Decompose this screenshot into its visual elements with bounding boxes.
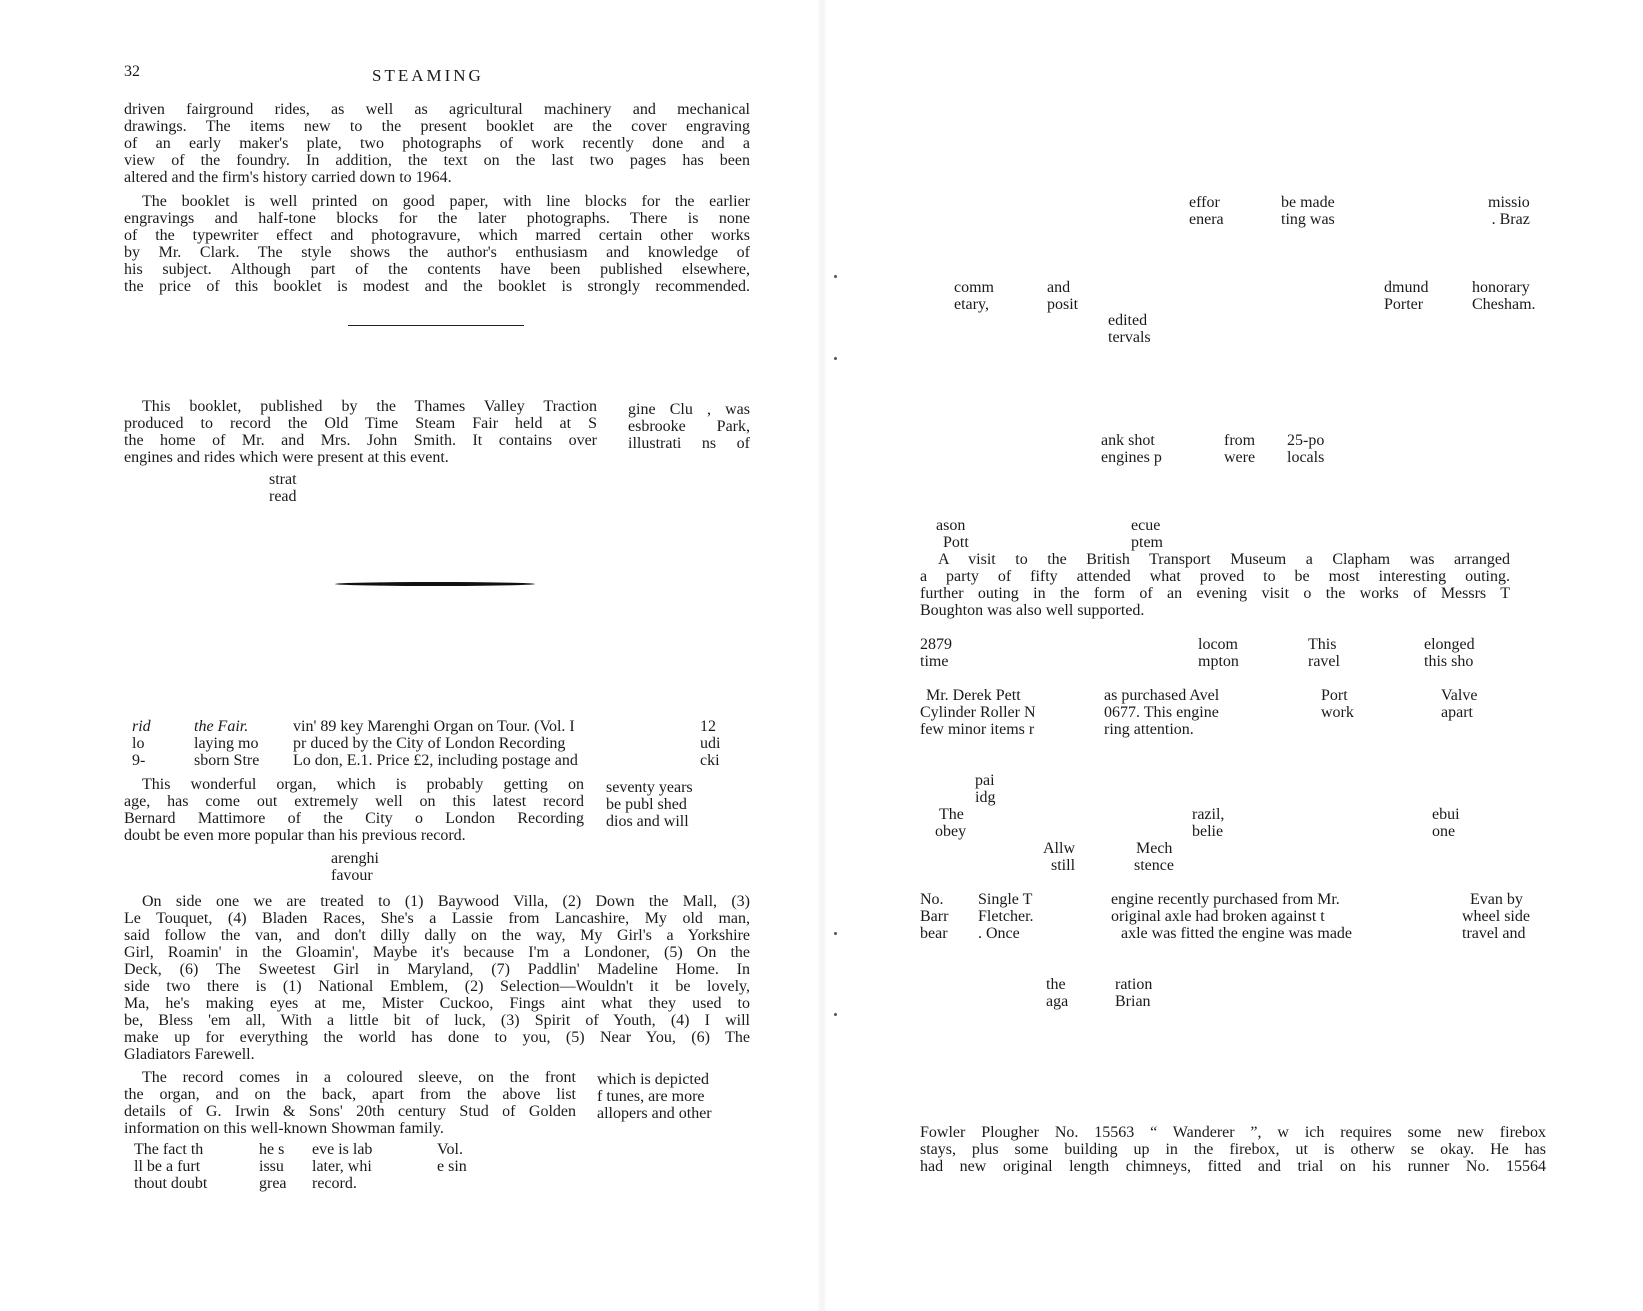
text-line: information on this well-known Showman family. — [124, 1120, 444, 1137]
text-line: ration — [1115, 976, 1153, 993]
text-line: Brian — [1115, 993, 1151, 1010]
text-line: stays, plus some building up in the firebox, ut is otherw se okay. He has — [920, 1141, 1546, 1158]
text-fragment — [1189, 194, 1224, 228]
text-fragment — [1424, 636, 1475, 670]
text-line: still — [1051, 857, 1076, 874]
text-line: missio — [1488, 194, 1530, 211]
text-fragment — [331, 850, 379, 884]
text-line: locals — [1287, 449, 1325, 466]
scan-speck — [834, 932, 837, 935]
text-fragment — [1472, 279, 1536, 313]
paragraph-4-right — [606, 779, 693, 830]
text-line: engines p — [1101, 449, 1162, 466]
text-line: record. — [312, 1175, 357, 1192]
text-line: driven fairground rides, as well as agricultural machinery and mechanical — [124, 101, 750, 118]
text-line: laying mo — [194, 735, 259, 752]
text-line: razil, — [1192, 806, 1225, 823]
text-fragment — [1432, 806, 1460, 840]
text-line: read — [269, 488, 297, 505]
text-line: issu — [259, 1158, 284, 1175]
text-line: further outing in the form of an evening visit o the works of Messrs T — [920, 585, 1510, 602]
text-line: thout doubt — [134, 1175, 208, 1192]
text-fragment — [134, 1141, 207, 1192]
ornamental-divider — [335, 582, 535, 586]
text-line: The record comes in a coloured sleeve, on the front — [142, 1069, 576, 1086]
text-line: . Once — [978, 925, 1020, 942]
text-fragment — [437, 1141, 467, 1175]
text-line: engine recently purchased from Mr. — [1111, 891, 1340, 908]
text-fragment — [1224, 432, 1255, 466]
text-line: few minor items r — [920, 721, 1035, 738]
text-line: a party of fifty attended what proved to be most interesting outing. — [920, 568, 1510, 585]
text-line: Chesham. — [1472, 296, 1536, 313]
text-line: Barr — [920, 908, 949, 925]
text-line: strat — [269, 471, 297, 488]
text-fragment — [1441, 687, 1477, 721]
text-fragment — [1101, 432, 1162, 466]
text-line: make up for everything the world has done to you, (5) Near You, (6) The — [124, 1029, 750, 1046]
text-line: Mr. Derek Pett — [926, 687, 1021, 704]
paragraph-7 — [920, 551, 1510, 619]
text-line: Valve — [1441, 687, 1478, 704]
text-line: Port — [1321, 687, 1348, 704]
text-line: altered and the firm's history carried down to 1964. — [124, 169, 452, 186]
text-line: of an early maker's plate, two photographs of work recently done and a — [124, 135, 750, 152]
text-line: 25-po — [1287, 432, 1325, 449]
text-fragment — [1192, 806, 1224, 840]
text-line: vin' 89 key Marenghi Organ on Tour. (Vol. I — [293, 718, 575, 735]
text-line: said follow the van, and don't dilly dally on the way, My Girl's a Yorkshire — [124, 927, 750, 944]
text-line: Deck, (6) The Sweetest Girl in Maryland, (7) Paddlin' Madeline Home. In — [124, 961, 750, 978]
text-line: ring attention. — [1104, 721, 1194, 738]
text-fragment — [975, 772, 995, 806]
text-fragment — [1115, 976, 1152, 1010]
text-line: the home of Mr. and Mrs. John Smith. It contains over — [124, 432, 597, 449]
text-line: udi — [700, 735, 721, 752]
text-line: wheel side — [1462, 908, 1530, 925]
text-line: f tunes, are more — [597, 1088, 705, 1105]
text-line: effor — [1189, 194, 1220, 211]
text-line: axle was fitted the engine was made — [1121, 925, 1353, 942]
text-line: 2879 — [920, 636, 952, 653]
text-line: age, has come out extremely well on this latest record — [124, 793, 584, 810]
paragraph-6-left — [124, 1069, 576, 1137]
text-line: his subject. Although part of the contents have been published elsewhere, — [124, 261, 750, 278]
text-line: Fletcher. — [978, 908, 1034, 925]
text-line: aga — [1046, 993, 1069, 1010]
text-line: pr duced by the City of London Recording — [293, 735, 566, 752]
paragraph-6-right — [597, 1071, 712, 1122]
text-fragment — [1281, 194, 1335, 228]
text-line: locom — [1198, 636, 1238, 653]
text-line: arenghi — [331, 850, 379, 867]
text-line: Porter — [1384, 296, 1424, 313]
text-line: rid — [132, 718, 151, 735]
text-line: stence — [1134, 857, 1174, 874]
text-line: Le Touquet, (4) Bladen Races, She's a Lassie from Lancashire, My old man, — [124, 910, 750, 927]
text-line: time — [920, 653, 949, 670]
text-line: enera — [1189, 211, 1224, 228]
text-line: Evan by — [1470, 891, 1523, 908]
page-number: 32 — [124, 63, 140, 80]
text-line: were — [1224, 449, 1256, 466]
paragraph-3-right — [628, 401, 750, 452]
text-line: produced to record the Old Time Steam Fair held at S — [124, 415, 597, 432]
text-fragment — [978, 891, 1034, 942]
text-fragment — [1046, 976, 1068, 1010]
text-line: 12 — [700, 718, 716, 735]
text-line: mpton — [1198, 653, 1239, 670]
text-line: eve is lab — [312, 1141, 373, 1158]
section-divider — [348, 325, 524, 326]
text-line: the organ, and on the back, apart from the above list — [124, 1086, 576, 1103]
text-line: and — [1047, 279, 1071, 296]
text-line: edited — [1108, 312, 1148, 329]
text-line: apart — [1441, 704, 1473, 721]
paragraph-4-left — [124, 776, 584, 844]
text-line: side two there is (1) National Emblem, (2) Selection—Wouldn't it be lovely, — [124, 978, 750, 995]
text-fragment — [1321, 687, 1354, 721]
text-fragment — [1047, 279, 1078, 313]
text-fragment — [1134, 840, 1174, 874]
text-fragment — [954, 279, 994, 313]
text-line: the price of this booklet is modest and the booklet is strongly recommended. — [124, 278, 750, 295]
text-fragment — [920, 687, 1036, 738]
text-line: illustrati ns of — [628, 435, 750, 452]
text-line: ank shot — [1101, 432, 1155, 449]
text-line: sborn Stre — [194, 752, 260, 769]
text-line: etary, — [954, 296, 989, 313]
text-line: obey — [935, 823, 967, 840]
text-line: ebui — [1432, 806, 1460, 823]
text-line: Ma, he's making eyes at me, Mister Cuckoo, Fings aint what they used to — [124, 995, 750, 1012]
text-line: as purchased Avel — [1104, 687, 1220, 704]
text-line: The booklet is well printed on good paper, with line blocks for the earlier — [142, 193, 750, 210]
text-line: honorary — [1472, 279, 1530, 296]
text-line: belie — [1192, 823, 1224, 840]
page-gutter — [818, 0, 826, 1311]
paragraph-8 — [920, 1124, 1546, 1175]
text-fragment — [1198, 636, 1239, 670]
text-line: 0677. This engine — [1104, 704, 1219, 721]
text-line: pai — [975, 772, 995, 789]
text-line: one — [1432, 823, 1456, 840]
text-line: posit — [1047, 296, 1079, 313]
text-fragment — [935, 806, 966, 840]
text-line: from — [1224, 432, 1256, 449]
text-line: tervals — [1108, 329, 1151, 346]
text-line: the Fair. — [194, 718, 249, 735]
text-line: Fowler Plougher No. 15563 “ Wanderer ”, w ich requires some new firebox — [920, 1124, 1546, 1141]
text-fragment — [1287, 432, 1324, 466]
text-fragment — [1462, 891, 1530, 942]
text-line: original axle had broken against t — [1111, 908, 1325, 925]
text-line: elonged — [1424, 636, 1475, 653]
text-fragment — [312, 1141, 372, 1192]
paragraph-2 — [124, 193, 750, 295]
text-line: The — [939, 806, 964, 823]
scan-speck — [834, 1013, 837, 1016]
text-line: be publ shed — [606, 796, 687, 813]
text-line: drawings. The items new to the present booklet are the cover engraving — [124, 118, 750, 135]
text-fragment — [1043, 840, 1075, 874]
running-head: STEAMING — [372, 66, 484, 85]
text-fragment — [269, 471, 297, 505]
record-title-col-3 — [293, 718, 578, 769]
text-line: Cylinder Roller N — [920, 704, 1036, 721]
text-line: the — [1046, 976, 1066, 993]
text-line: 9- — [132, 752, 146, 769]
text-fragment — [920, 891, 948, 942]
text-line: ptem — [1131, 534, 1163, 551]
text-fragment — [920, 636, 952, 670]
text-line: cki — [700, 752, 720, 769]
text-line: This booklet, published by the Thames Valley Traction — [142, 398, 597, 415]
text-line: Single T — [978, 891, 1033, 908]
text-line: view of the foundry. In addition, the text on the last two pages has been — [124, 152, 750, 169]
text-line: Gladiators Farewell. — [124, 1046, 255, 1063]
text-line: . Braz — [1491, 211, 1530, 228]
text-line: idg — [975, 789, 996, 806]
text-line: be made — [1281, 194, 1335, 211]
text-line: dios and will — [606, 813, 689, 830]
text-line: Boughton was also well supported. — [920, 602, 1145, 619]
text-line: work — [1321, 704, 1354, 721]
text-line: This — [1308, 636, 1337, 653]
text-line: be, Bless 'em all, With a little bit of luck, (3) Spirit of Youth, (4) I will — [124, 1012, 750, 1029]
text-line: ravel — [1308, 653, 1340, 670]
text-line: Lo don, E.1. Price £2, including postage and — [293, 752, 578, 769]
text-line: allopers and other — [597, 1105, 712, 1122]
text-line: Allw — [1043, 840, 1075, 857]
text-fragment — [1131, 517, 1163, 551]
paragraph-3-left — [124, 398, 597, 466]
text-line: bear — [920, 925, 948, 942]
record-title-col-1 — [132, 718, 151, 769]
text-line: had new original length chimneys, fitted and trial on his runner No. 15564 — [920, 1158, 1546, 1175]
text-line: No. — [920, 891, 944, 908]
text-fragment — [1384, 279, 1428, 313]
scan-speck — [834, 357, 837, 360]
text-line: Pott — [943, 534, 969, 551]
text-fragment — [1308, 636, 1340, 670]
text-line: esbrooke Park, — [628, 418, 750, 435]
text-fragment — [1488, 194, 1530, 228]
text-line: ason — [936, 517, 966, 534]
text-line: favour — [331, 867, 373, 884]
text-line: The fact th — [134, 1141, 204, 1158]
record-title-col-2 — [194, 718, 259, 769]
text-line: doubt be even more popular than his previous record. — [124, 827, 466, 844]
text-line: seventy years — [606, 779, 693, 796]
text-line: later, whi — [312, 1158, 372, 1175]
text-line: by Mr. Clark. The style shows the author's enthusiasm and knowledge of — [124, 244, 750, 261]
text-line: ll be a furt — [134, 1158, 201, 1175]
text-fragment — [1108, 312, 1151, 346]
text-line: lo — [132, 735, 145, 752]
text-line: ecue — [1131, 517, 1161, 534]
text-fragment — [1111, 891, 1352, 942]
text-line: engravings and half-tone blocks for the later photographs. There is none — [124, 210, 750, 227]
text-line: travel and — [1462, 925, 1526, 942]
text-line: he s — [259, 1141, 285, 1158]
text-line: Mech — [1136, 840, 1173, 857]
text-fragment — [259, 1141, 287, 1192]
scan-speck — [834, 275, 837, 278]
text-line: details of G. Irwin & Sons' 20th century Stud of Golden — [124, 1103, 576, 1120]
text-line: Girl, Roamin' in the Gloamin', Maybe it's because I'm a Londoner, (5) On the — [124, 944, 750, 961]
text-line: comm — [954, 279, 994, 296]
paragraph-5 — [124, 893, 750, 1063]
text-line: Vol. — [437, 1141, 463, 1158]
text-line: On side one we are treated to (1) Baywood Villa, (2) Down the Mall, (3) — [142, 893, 750, 910]
text-line: gine Clu , was — [628, 401, 750, 418]
record-title-col-4 — [700, 718, 720, 769]
text-line: This wonderful organ, which is probably getting on — [142, 776, 584, 793]
text-line: this sho — [1424, 653, 1474, 670]
paragraph-1 — [124, 101, 750, 186]
text-fragment — [936, 517, 969, 551]
text-line: engines and rides which were present at this event. — [124, 449, 449, 466]
text-line: Bernard Mattimore of the City o London Recording — [124, 810, 584, 827]
text-line: dmund — [1384, 279, 1429, 296]
text-line: A visit to the British Transport Museum a Clapham was arranged — [938, 551, 1510, 568]
text-fragment — [1104, 687, 1219, 738]
text-line: which is depicted — [597, 1071, 709, 1088]
text-line: ting was — [1281, 211, 1335, 228]
text-line: of the typewriter effect and photogravure, which marred certain other works — [124, 227, 750, 244]
text-line: e sin — [437, 1158, 467, 1175]
text-line: grea — [259, 1175, 287, 1192]
